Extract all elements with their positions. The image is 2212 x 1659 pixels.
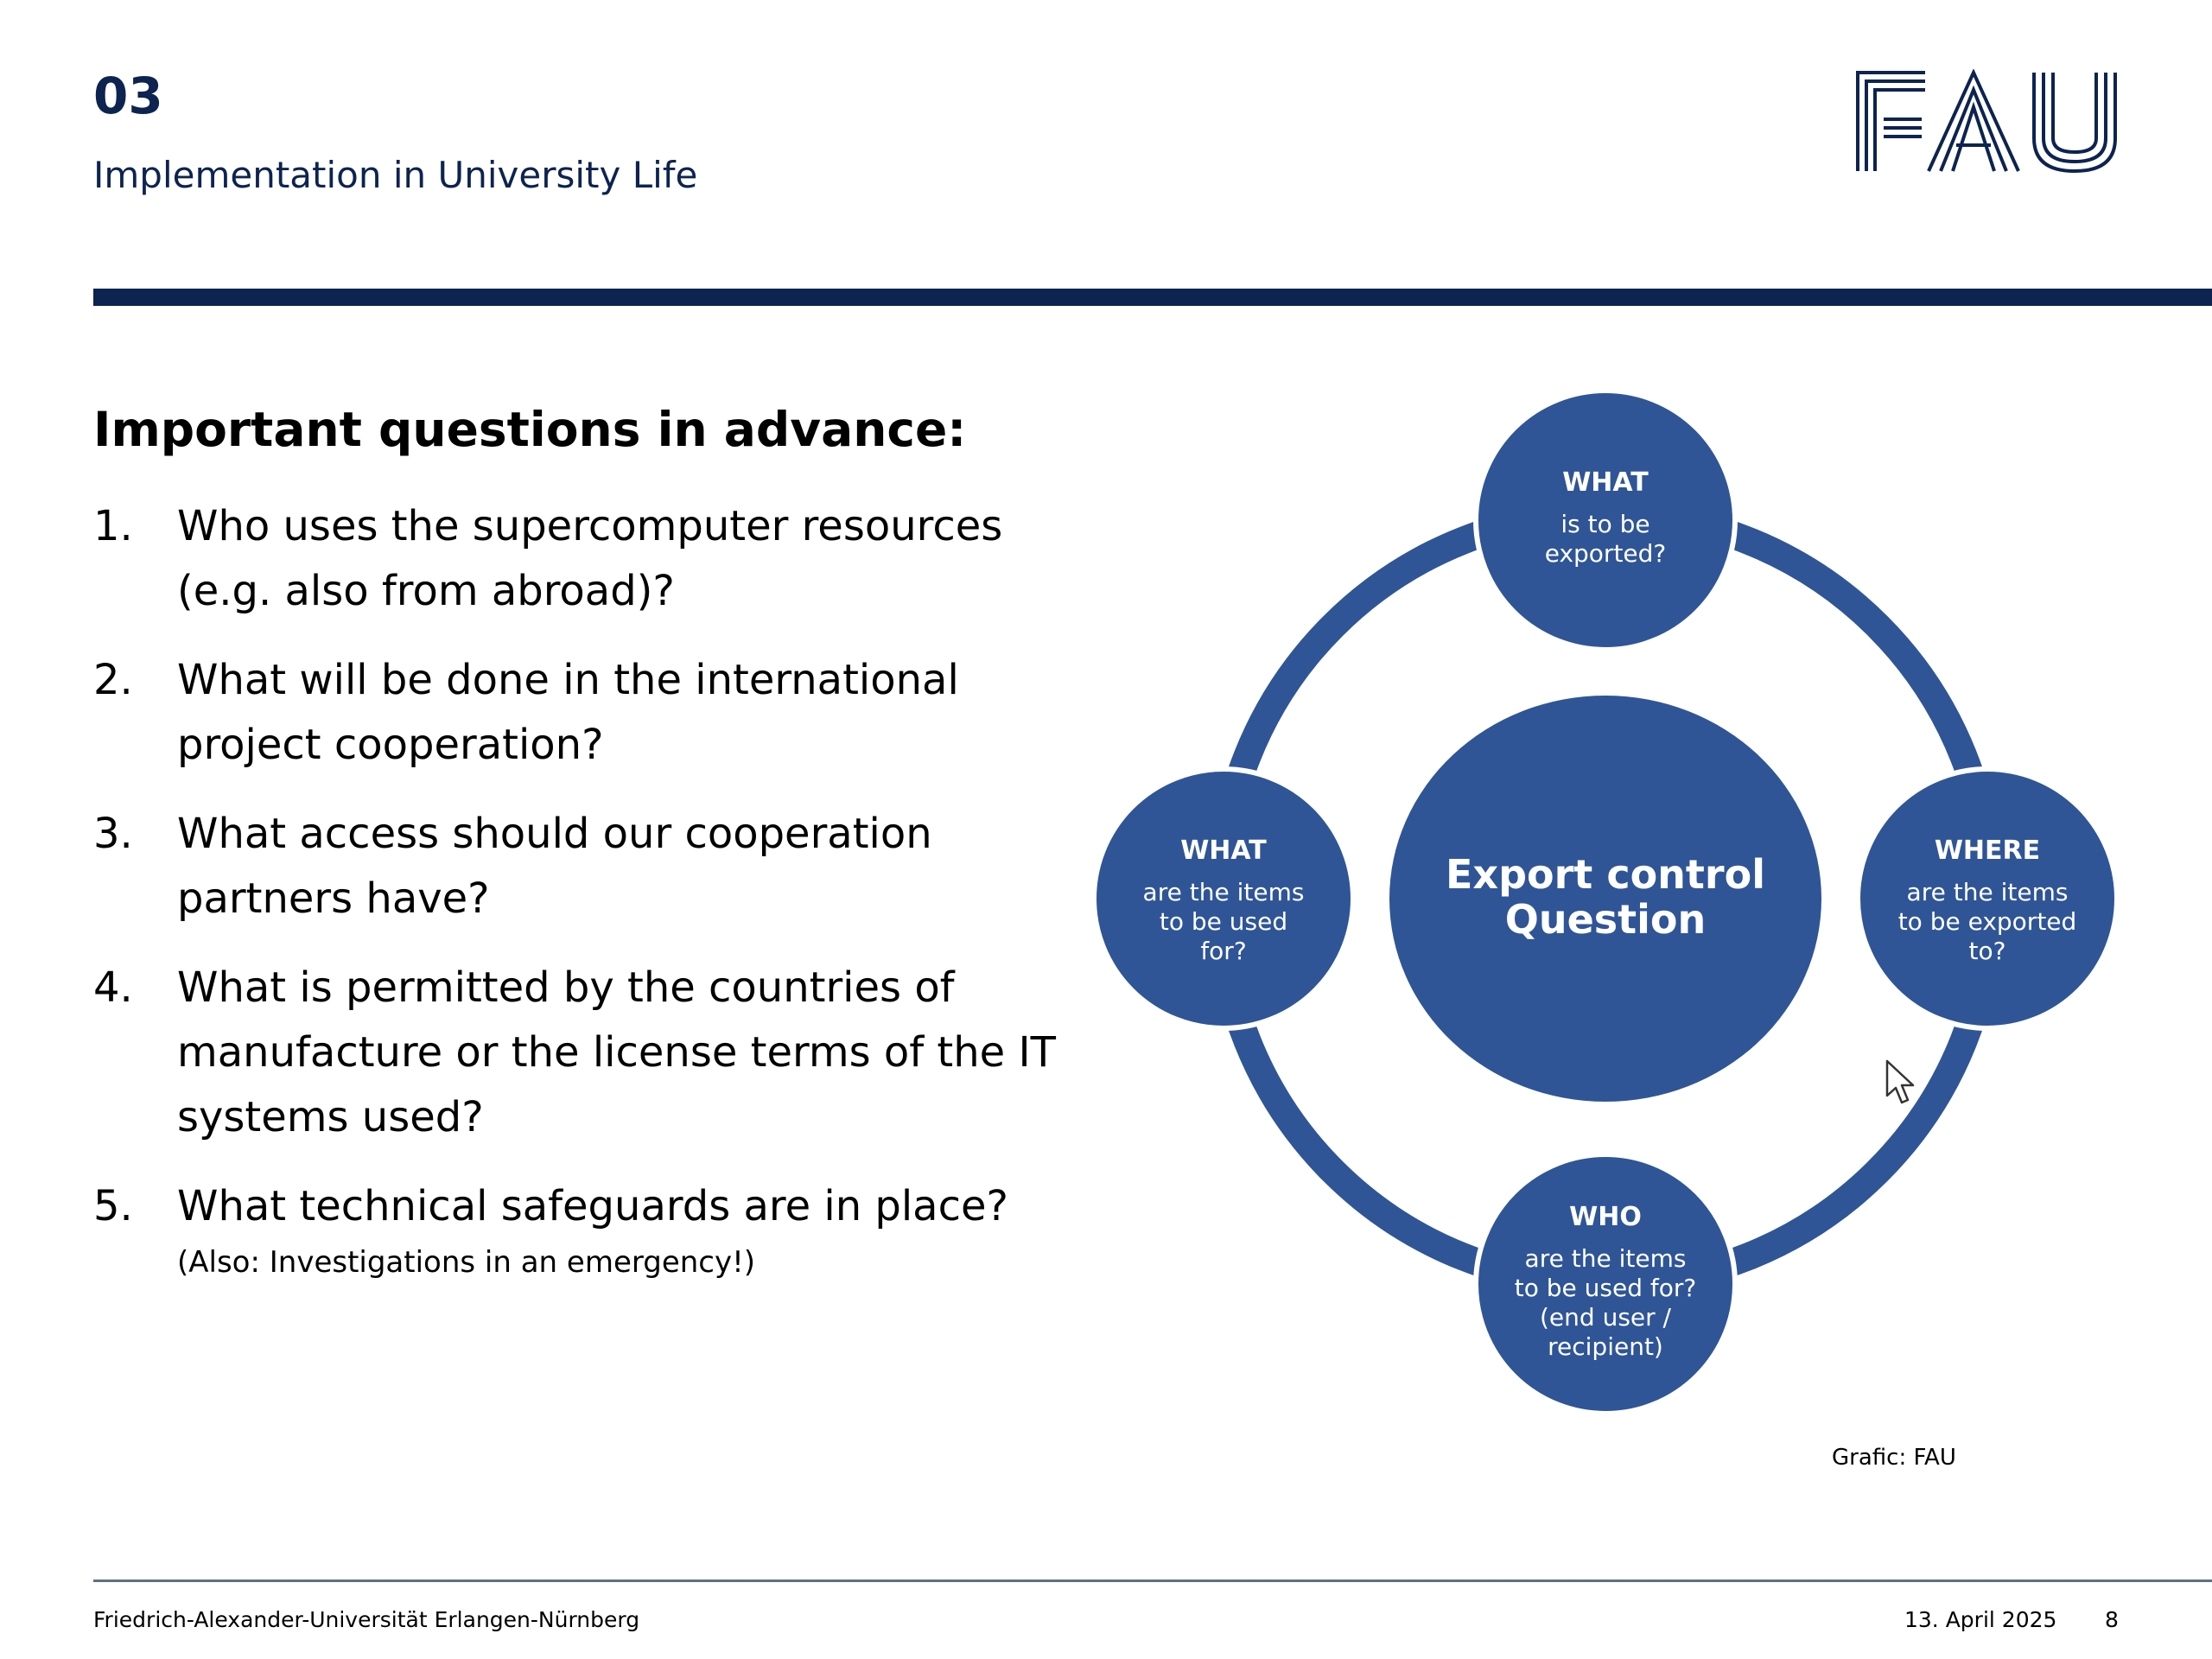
section-number: 03 (93, 67, 163, 125)
question-text: What technical safeguards are in place? (177, 1182, 1008, 1230)
node-bottom-line: (end user / (1540, 1303, 1671, 1332)
questions-heading: Important questions in advance: (93, 402, 967, 457)
node-bottom-line: recipient) (1548, 1332, 1663, 1361)
node-top-line: exported? (1544, 539, 1667, 568)
node-right-line: to? (1968, 937, 2006, 965)
list-item (93, 648, 1096, 778)
section-title: Implementation in University Life (93, 154, 698, 196)
footer-date: 13. April 2025 (1904, 1607, 2057, 1632)
mouse-pointer-icon (1885, 1059, 1915, 1106)
node-right-line: to be exported (1897, 907, 2077, 936)
export-control-diagram (1089, 389, 2126, 1417)
node-right-title: WHERE (1934, 836, 2041, 866)
list-number: 2. (93, 656, 133, 704)
node-right-line: are the items (1906, 878, 2069, 906)
footer-university: Friedrich-Alexander-Universität Erlangen-Nürnberg (93, 1607, 640, 1632)
list-item (93, 956, 1096, 1150)
node-top-line: is to be (1560, 510, 1650, 538)
list-item (93, 802, 1096, 931)
node-bottom-line: are the items (1524, 1244, 1687, 1273)
center-label-line1: Export control (1446, 851, 1765, 898)
graphic-credit: Grafic: FAU (1832, 1445, 1956, 1471)
header-rule (93, 289, 2212, 306)
node-left-line: are the items (1142, 878, 1305, 906)
list-item (93, 1174, 1096, 1282)
node-left-line: to be used (1159, 907, 1288, 936)
list-item (93, 494, 1096, 624)
node-bottom-title: WHO (1569, 1202, 1642, 1232)
list-number: 3. (93, 810, 133, 858)
question-text: What access should our cooperation partners have? (177, 810, 932, 923)
node-top-title: WHAT (1562, 467, 1649, 498)
node-left-title: WHAT (1180, 836, 1267, 866)
question-text: What will be done in the international project cooperation? (177, 656, 959, 769)
question-note: (Also: Investigations in an emergency!) (177, 1245, 756, 1280)
fau-logo (1854, 69, 2122, 175)
node-left-line: for? (1200, 937, 1247, 965)
page-number: 8 (2105, 1607, 2119, 1632)
list-number: 1. (93, 502, 133, 550)
center-label-line2: Question (1504, 896, 1707, 943)
list-number: 4. (93, 963, 133, 1012)
list-number: 5. (93, 1182, 133, 1230)
node-bottom-line: to be used for? (1514, 1274, 1697, 1302)
question-text: Who uses the supercomputer resources (e.g. also from abroad)? (177, 502, 1003, 615)
questions-list (93, 494, 1096, 1306)
question-text: What is permitted by the countries of manufacture or the license terms of the IT systems used? (177, 963, 1056, 1141)
footer-rule (93, 1580, 2212, 1582)
